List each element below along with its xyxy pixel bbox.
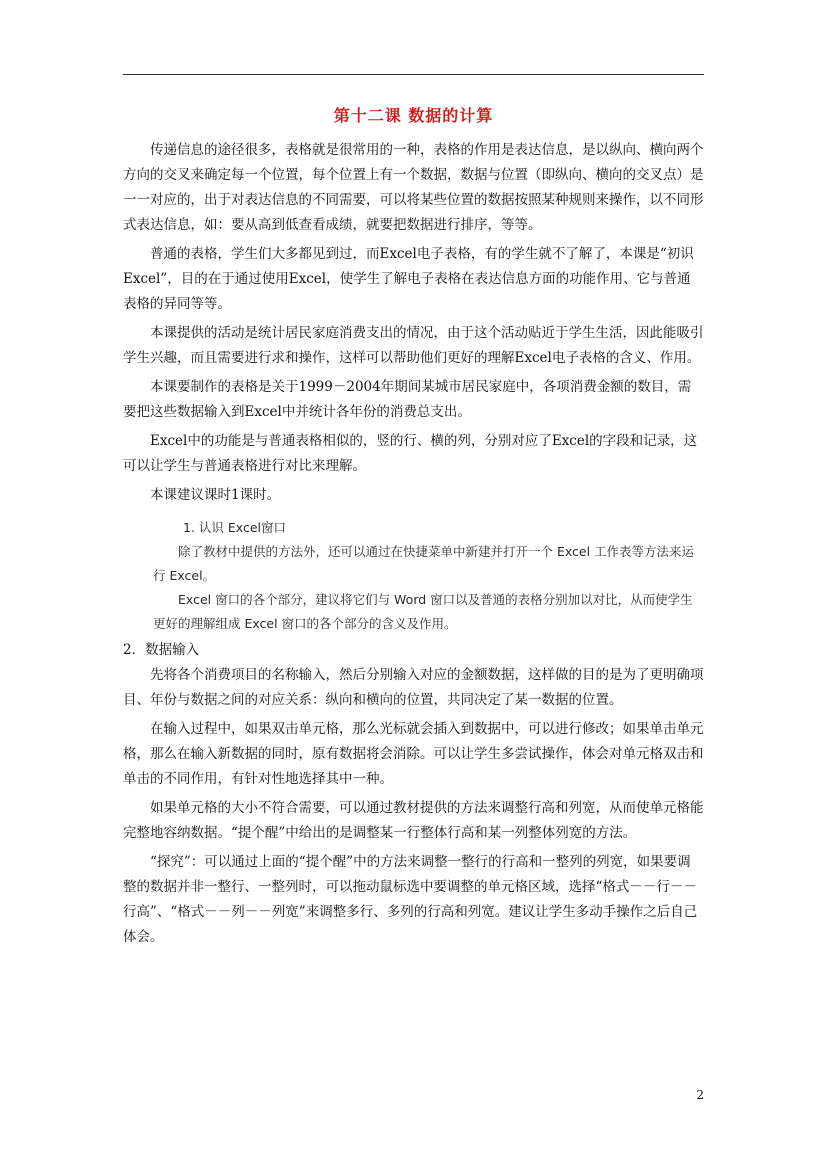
paragraph: 在输入过程中，如果双击单元格，那么光标就会插入到数据中，可以进行修改；如果单击单元格，那么在输入新数据的同时，原有数据将会消除。可以让学生多尝试操作，体会对单元格双击和单击的不同作用，有针对性地选择其中一种。 <box>123 721 704 787</box>
page-number: 2 <box>696 1088 704 1102</box>
header-rule <box>123 74 704 75</box>
document-body <box>123 138 704 950</box>
paragraph: 传递信息的途径很多，表格就是很常用的一种，表格的作用是表达信息，是以纵向、横向两个方向的交叉来确定每一个位置，每个位置上有一个数据，数据与位置（即纵向、横向的交叉点）是一一对应的，出于对表达信息的不同需要，可以将某些位置的数据按照某种规则来操作，以不同形式表达信息，如：要从高到低查看成绩，就要把数据进行排序，等等。 <box>123 142 704 233</box>
paragraph: Excel中的功能是与普通表格相似的，竖的行、横的列，分别对应了Excel的字段和记录，这可以让学生与普通表格进行对比来理解。 <box>123 433 698 474</box>
embedded-excerpt-image <box>123 516 704 636</box>
paragraph: 本课要制作的表格是关于1999－2004年期间某城市居民家庭中，各项消费金额的数目，需要把这些数据输入到Excel中并统计各年份的消费总支出。 <box>123 379 692 420</box>
paragraph: 如果单元格的大小不符合需要，可以通过教材提供的方法来调整行高和列宽，从而使单元格能完整地容纳数据。“提个醒”中给出的是调整某一行整体行高和某一列整体列宽的方法。 <box>123 800 704 841</box>
paragraph: 本课建议课时1课时。 <box>150 487 281 503</box>
paragraph: 先将各个消费项目的名称输入，然后分别输入对应的金额数据，这样做的目的是为了更明确项目、年份与数据之间的对应关系：纵向和横向的位置，共同决定了某一数据的位置。 <box>123 667 704 708</box>
excerpt-heading: 1. 认识 Excel窗口 <box>183 520 286 535</box>
excerpt-paragraph: 除了教材中提供的方法外，还可以通过在快捷菜单中新建并打开一个 Excel 工作表等方法来运行 Excel。 <box>153 544 695 583</box>
page-title: 第十二课 数据的计算 <box>333 106 494 125</box>
excerpt-paragraph: Excel 窗口的各个部分，建议将它们与 Word 窗口以及普通的表格分别加以对比，从而使学生更好的理解组成 Excel 窗口的各个部分的含义及作用。 <box>153 592 693 631</box>
section-heading: 2．数据输入 <box>123 642 200 658</box>
paragraph: 普通的表格，学生们大多都见到过，而Excel电子表格，有的学生就不了解了，本课是“初识Excel”，目的在于通过使用Excel，使学生了解电子表格在表达信息方面的功能作用、它与普通表格的异同等等。 <box>123 246 694 312</box>
paragraph: “探究”：可以通过上面的“提个醒”中的方法来调整一整行的行高和一整列的列宽，如果要调整的数据并非一整行、一整列时，可以拖动鼠标选中要调整的单元格区域，选择“格式－－行－－行高”、“格式－－列－－列宽”来调整多行、多列的行高和列宽。建议让学生多动手操作之后自己体会。 <box>123 854 698 945</box>
paragraph: 本课提供的活动是统计居民家庭消费支出的情况，由于这个活动贴近于学生生活，因此能吸引学生兴趣，而且需要进行求和操作，这样可以帮助他们更好的理解Excel电子表格的含义、作用。 <box>123 325 704 366</box>
